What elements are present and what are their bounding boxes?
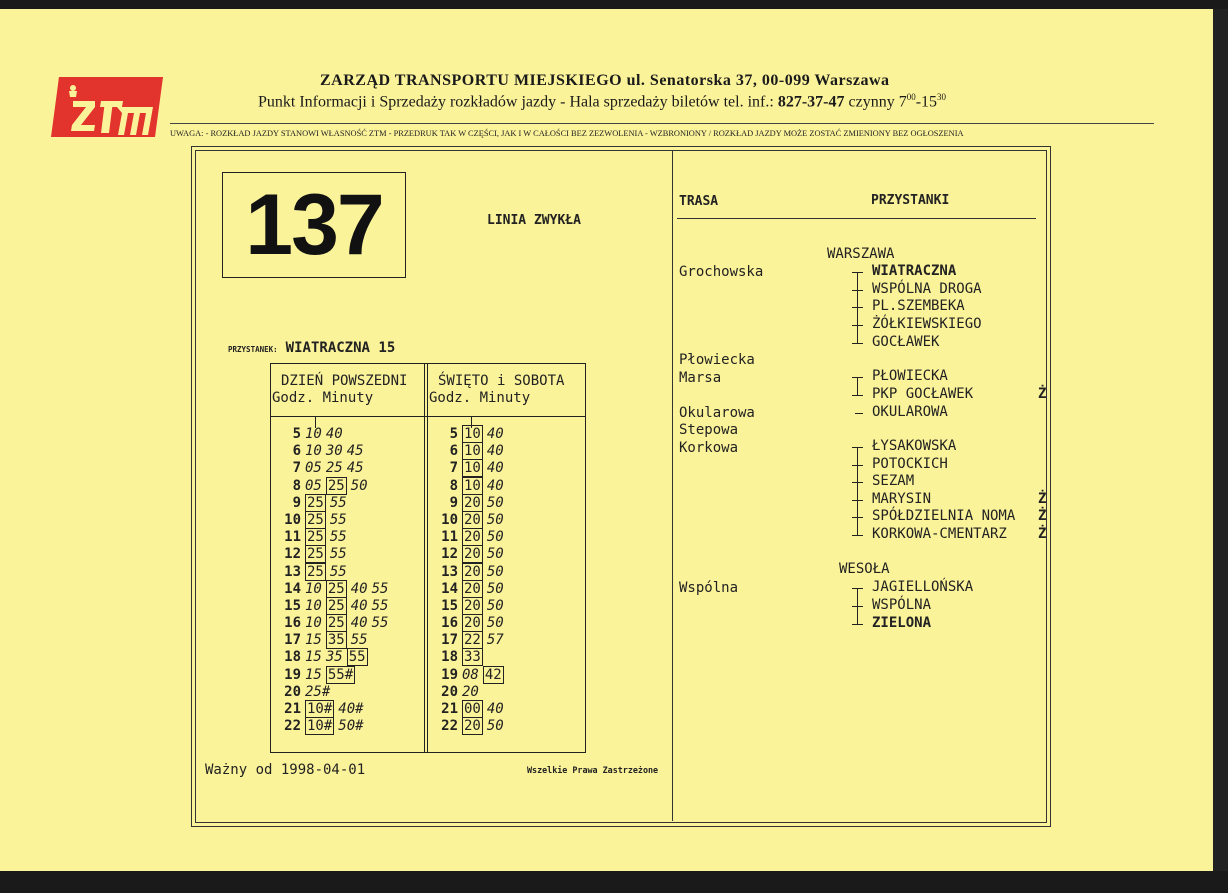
minute-cell: 50: [486, 615, 504, 632]
minute-cell: 40: [350, 580, 368, 597]
route-stop: PKP GOCŁAWEK: [872, 386, 974, 402]
hour-cell: 21: [441, 701, 458, 717]
minute-cell-accessible: 25: [307, 494, 324, 511]
route-tick: [852, 465, 863, 466]
minute-cell-accessible: 25: [327, 615, 345, 632]
minute-cell-accessible: 25: [307, 546, 324, 563]
minute-cell-accessible: 20: [464, 511, 481, 528]
minute-cell-accessible: 10: [464, 426, 481, 442]
timetable-row: [428, 512, 508, 529]
minute-cell: 25: [325, 460, 343, 477]
hour-cell: 9: [292, 494, 301, 511]
minute-cell: 35: [325, 649, 343, 666]
timetable-row: [428, 495, 508, 512]
minute-cell-accessible: 20: [464, 580, 481, 597]
hour-cell: 19: [284, 666, 301, 683]
minute-cell-accessible: 20: [464, 529, 481, 546]
timetable-row: [271, 701, 392, 718]
minute-cell: 10: [305, 597, 322, 614]
minute-cell: 50: [486, 718, 504, 735]
timetable-row: [428, 649, 508, 666]
hour-cell: 16: [284, 615, 301, 632]
weekday-sub: Godz. Minuty: [272, 390, 374, 406]
minute-cell: 10: [305, 615, 322, 632]
timetable-row: [271, 649, 392, 666]
hour-cell: 12: [441, 546, 458, 563]
hour-cell: 5: [449, 426, 458, 442]
hour-cell: 22: [284, 718, 301, 735]
timetable-row: [271, 495, 392, 512]
minute-cell: 15: [305, 649, 322, 666]
minute-cell-accessible: 20: [464, 546, 481, 563]
hour-cell: 6: [449, 443, 458, 460]
route-stop: WSPÓLNA DROGA: [872, 281, 982, 297]
minute-cell-accessible: 25: [307, 511, 324, 528]
timetable-row: [428, 667, 508, 684]
route-stop: GOCŁAWEK: [872, 334, 940, 350]
hour-cell: 13: [441, 563, 458, 580]
hour-cell: 15: [284, 597, 301, 614]
minute-cell: 40: [486, 443, 504, 460]
route-tick: [852, 535, 863, 536]
route-tick: [852, 377, 863, 378]
timetable-row: [428, 529, 508, 546]
hour-cell: 18: [284, 649, 301, 666]
minute-cell-accessible: 33: [464, 649, 481, 666]
holiday-header: [428, 373, 585, 407]
route-dash: [855, 413, 863, 414]
hour-cell: 12: [284, 546, 301, 563]
timetable-row: [428, 564, 508, 581]
street-label: Wspólna: [679, 580, 739, 596]
town-label: WARSZAWA: [827, 246, 895, 262]
minute-cell: 40: [486, 477, 504, 494]
header-rule: [170, 123, 1154, 124]
minute-cell: 40: [486, 426, 504, 442]
minute-cell-accessible: 25: [327, 477, 345, 494]
minute-cell: 50: [486, 529, 504, 546]
minute-cell: 08: [462, 666, 479, 683]
street-label: Okularowa: [679, 405, 755, 421]
timetable-row: [271, 684, 392, 701]
route-tick: [852, 447, 863, 448]
timetable-row: [428, 718, 508, 735]
weekday-header: [271, 373, 424, 407]
route-connector: [857, 447, 858, 535]
holiday-rows: [428, 426, 508, 735]
timetable-row: [271, 615, 392, 632]
minute-cell-accessible: 25: [327, 597, 345, 614]
timetable-row: [271, 512, 392, 529]
hour-cell: 14: [441, 580, 458, 597]
hour-cell: 10: [441, 511, 458, 528]
route-tick: [852, 606, 863, 607]
route-column-header: TRASA: [679, 194, 719, 209]
timetable-row: [271, 529, 392, 546]
minute-cell-accessible: 20: [464, 615, 481, 632]
line-type: LINIA ZWYKŁA: [487, 213, 581, 228]
holiday-sub: Godz. Minuty: [429, 390, 531, 406]
on-request-mark: Ż: [1038, 386, 1047, 402]
minute-cell: 15: [305, 666, 322, 683]
minute-cell: 40#: [338, 701, 364, 717]
minute-cell-accessible: 22: [464, 632, 481, 649]
route-stop: WSPÓLNA: [872, 597, 932, 613]
minute-cell: 50#: [338, 718, 364, 735]
minute-cell: 55: [329, 546, 347, 563]
minute-cell: 50: [486, 580, 504, 597]
street-label: Grochowska: [679, 264, 764, 280]
minute-cell: 55: [329, 494, 347, 511]
minute-cell-accessible: 20: [464, 563, 481, 580]
timetable-row: [271, 564, 392, 581]
timetable-row: [271, 546, 392, 563]
info-text: Punkt Informacji i Sprzedaży rozkładów jazdy - Hala sprzedaży biletów tel. inf.:: [258, 93, 778, 111]
hours-prefix: czynny 7: [844, 93, 907, 111]
minute-cell: 40: [486, 701, 504, 717]
route-connector: [857, 377, 858, 395]
minute-cell: 50: [486, 511, 504, 528]
info-line: [258, 92, 1118, 111]
minute-cell: 05: [305, 460, 322, 477]
scan-edge: [1213, 9, 1228, 871]
info-phone: 827-37-47: [777, 93, 845, 111]
minute-cell: 25#: [305, 683, 331, 700]
timetable-row: [271, 426, 392, 443]
stop-heading: [228, 340, 395, 356]
hour-cell: 8: [449, 477, 458, 494]
route-stop: PL.SZEMBEKA: [872, 298, 965, 314]
hour-cell: 16: [441, 615, 458, 632]
minute-cell: 55: [371, 597, 389, 614]
minute-cell: 20: [462, 683, 479, 700]
minute-cell: 45: [346, 443, 364, 460]
route-tick: [852, 588, 863, 589]
route-tick: [852, 307, 863, 308]
minute-cell: 55: [371, 580, 389, 597]
hour-cell: 21: [284, 701, 301, 717]
minute-cell-accessible: 10#: [307, 701, 333, 717]
minute-cell-accessible: 10#: [307, 718, 333, 735]
minute-cell: 55: [329, 511, 347, 528]
stop-label: PRZYSTANEK:: [228, 345, 278, 354]
minute-cell-accessible: 25: [307, 529, 324, 546]
route-stop: KORKOWA-CMENTARZ: [872, 526, 1007, 542]
line-number: 137: [222, 172, 406, 278]
timetable-row: [428, 701, 508, 718]
route-stop: POTOCKICH: [872, 456, 948, 472]
timetable-row: [428, 598, 508, 615]
route-stop: SEZAM: [872, 473, 915, 489]
minute-cell: 50: [486, 597, 504, 614]
timetable-row: [271, 460, 392, 477]
hours-end: -15: [915, 93, 938, 111]
hours-start-sup: 00: [906, 92, 916, 102]
route-stop: ŻÓŁKIEWSKIEGO: [872, 316, 982, 332]
minute-cell-accessible: 42: [484, 666, 502, 683]
minute-cell-accessible: 20: [464, 494, 481, 511]
hour-cell: 19: [441, 666, 458, 683]
hour-cell: 8: [292, 477, 301, 494]
minute-cell-accessible: 00: [464, 701, 481, 717]
route-stop: WIATRACZNA: [872, 263, 957, 279]
minute-cell: 30: [325, 443, 343, 460]
hour-cell: 14: [284, 580, 301, 597]
minute-cell-accessible: 55: [348, 649, 366, 666]
hour-cell: 13: [284, 563, 301, 580]
hour-cell: 15: [441, 597, 458, 614]
minute-cell: 40: [350, 597, 368, 614]
timetable-row: [428, 460, 508, 477]
minute-cell: 50: [486, 546, 504, 563]
hour-cell: 17: [284, 632, 301, 649]
street-label: Korkowa: [679, 440, 739, 456]
route-tick: [852, 517, 863, 518]
route-stop: JAGIELLOŃSKA: [872, 579, 974, 595]
hour-cell: 22: [441, 718, 458, 735]
route-stop: MARYSIN: [872, 491, 932, 507]
route-stop: ŁYSAKOWSKA: [872, 438, 957, 454]
minute-cell: 50: [486, 494, 504, 511]
panel-divider: [672, 150, 673, 821]
hour-cell: 6: [292, 443, 301, 460]
route-stop: ZIELONA: [872, 615, 932, 631]
hour-cell: 10: [284, 511, 301, 528]
street-label: Marsa: [679, 370, 722, 386]
on-request-mark: Ż: [1038, 526, 1047, 542]
minute-cell: 55: [350, 632, 368, 649]
hour-cell: 7: [449, 460, 458, 477]
minute-cell: 50: [350, 477, 368, 494]
minute-cell: 55: [329, 529, 347, 546]
timetable-row: [271, 667, 392, 684]
minute-cell-accessible: 55#: [327, 666, 354, 683]
valid-from: Ważny od 1998-04-01: [205, 762, 366, 778]
route-tick: [852, 290, 863, 291]
weekday-title: DZIEŃ POWSZEDNI: [281, 373, 408, 389]
stops-column-header: PRZYSTANKI: [871, 193, 950, 208]
minute-cell-accessible: 20: [464, 718, 481, 735]
stop-name: WIATRACZNA 15: [285, 340, 396, 356]
weekday-rows: [271, 426, 392, 735]
minute-cell-accessible: 25: [307, 563, 324, 580]
hour-cell: 17: [441, 632, 458, 649]
route-tick: [852, 482, 863, 483]
street-label: Stepowa: [679, 422, 739, 438]
town-label: WESOŁA: [839, 561, 890, 577]
timetable-row: [428, 615, 508, 632]
route-tick: [852, 343, 863, 344]
minute-cell: 05: [305, 477, 322, 494]
timetable-row: [428, 581, 508, 598]
authority-header: ZARZĄD TRANSPORTU MIEJSKIEGO ul. Senatorska 37, 00-099 Warszawa: [320, 72, 890, 89]
route-tick: [852, 624, 863, 625]
timetable-row: [428, 684, 508, 701]
minute-cell: 50: [486, 563, 504, 580]
hour-cell: 11: [441, 529, 458, 546]
minute-cell-accessible: 10: [464, 477, 481, 494]
route-stop: PŁOWIECKA: [872, 368, 948, 384]
copyright-warning: UWAGA: - ROZKŁAD JAZDY STANOWI WŁASNOŚĆ ZTM - PRZEDRUK TAK W CZĘŚCI, JAK I W CAŁOŚCI BEZ ZEZWOLENIA - WZBRONIONY / ROZKŁAD JAZDY MOŻE ZOSTAĆ ZMIENIONY BEZ OGŁOSZENIA: [170, 129, 964, 138]
minute-cell: 55: [371, 615, 389, 632]
hours-end-sup: 30: [937, 92, 947, 102]
route-tick: [852, 325, 863, 326]
route-tick: [852, 500, 863, 501]
timetable-row: [271, 632, 392, 649]
minute-cell: 10: [305, 426, 322, 442]
timetable-row: [428, 426, 508, 443]
minute-cell-accessible: 10: [464, 460, 481, 477]
timetable-row: [271, 478, 392, 495]
minute-cell: 10: [305, 580, 322, 597]
rights-reserved: Wszelkie Prawa Zastrzeżone: [527, 765, 659, 775]
holiday-title: ŚWIĘTO i SOBOTA: [438, 373, 565, 389]
minute-cell: 10: [305, 443, 322, 460]
ztm-logo: [51, 75, 163, 139]
hour-cell: 9: [449, 494, 458, 511]
route-header-rule: [677, 218, 1036, 219]
timetable-row: [271, 598, 392, 615]
hour-cell: 20: [441, 683, 458, 700]
minute-cell: 55: [329, 563, 347, 580]
minute-cell-accessible: 25: [327, 580, 345, 597]
route-stop: OKULAROWA: [872, 404, 948, 420]
minute-cell: 40: [350, 615, 368, 632]
timetable-row: [428, 478, 508, 495]
route-tick: [852, 272, 863, 273]
hour-cell: 18: [441, 649, 458, 666]
minute-cell-accessible: 20: [464, 597, 481, 614]
street-label: Płowiecka: [679, 352, 755, 368]
timetable-row: [271, 581, 392, 598]
minute-cell: 45: [346, 460, 364, 477]
minute-cell: 57: [486, 632, 504, 649]
minute-cell: 40: [325, 426, 343, 442]
minute-cell: 15: [305, 632, 322, 649]
hour-cell: 11: [284, 529, 301, 546]
on-request-mark: Ż: [1038, 508, 1047, 524]
header-divider: [271, 416, 585, 417]
minute-cell: 40: [486, 460, 504, 477]
timetable-row: [428, 632, 508, 649]
route-stop: SPÓŁDZIELNIA NOMA: [872, 508, 1016, 524]
minute-cell-accessible: 10: [464, 443, 481, 460]
hour-cell: 20: [284, 683, 301, 700]
timetable-table: [270, 363, 586, 753]
route-tick: [852, 395, 863, 396]
timetable-row: [428, 546, 508, 563]
timetable-row: [428, 443, 508, 460]
minute-cell-accessible: 35: [327, 632, 345, 649]
hour-cell: 7: [292, 460, 301, 477]
timetable-row: [271, 718, 392, 735]
timetable-row: [271, 443, 392, 460]
on-request-mark: Ż: [1038, 491, 1047, 507]
hour-cell: 5: [292, 426, 301, 442]
